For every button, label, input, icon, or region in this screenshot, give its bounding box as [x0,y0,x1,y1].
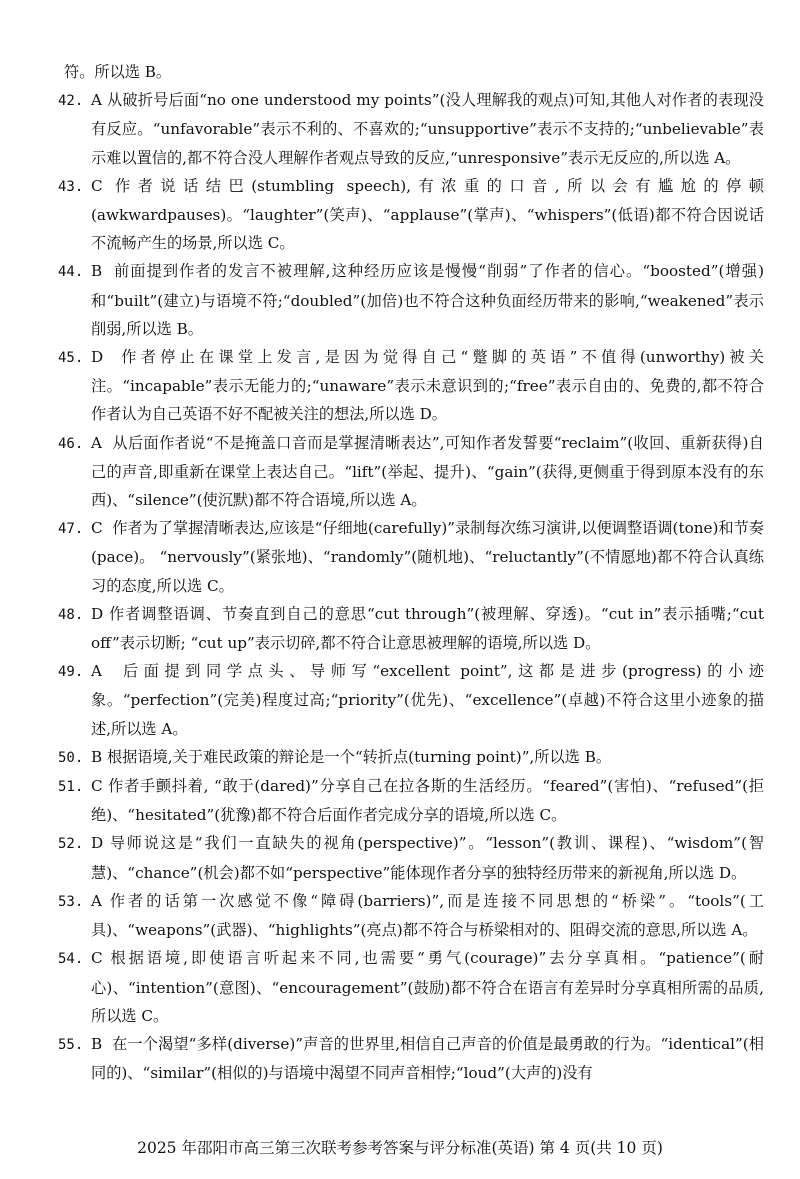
question-number: 55. [58,1036,84,1053]
answer-item [58,829,764,886]
page-footer: 2025 年邵阳市高三第三次联考参考答案与评分标准(英语) 第 4 页(共 10 页) [137,1139,663,1157]
answer-list [58,86,769,1087]
answer-item [58,600,769,657]
question-number: 50. [58,749,84,766]
answer-item [58,86,764,172]
question-number: 44. [58,264,84,281]
question-number: 47. [58,521,84,538]
question-number: 45. [58,350,84,367]
question-number: 42. [58,93,84,110]
answer-item [58,772,764,829]
answer-explanations [58,58,769,1087]
explanation-text: A 从后面作者说“不是掩盖口音而是掌握清晰表达”,可知作者发誓要“reclaim”(收回、重新获得)自己的声音,即重新在课堂上表达自己。“lift”(举起、提升)、“gain”(获得,更侧重于得到原本没有的东西)、“silence”(使沉默)都不符合语境,所以选 A。 [91,433,764,510]
explanation-text: A 从破折号后面“no one understood my points”(没人理解我的观点)可知,其他人对作者的表现没有反应。“unfavorable”表示不利的、不喜欢的;“unsupportive”表示不支持的;“unbelievable”表示难以置信的,都不符合没人理解作者观点导致的反应,“unresponsive”表示无反应的,所以选 A。 [91,91,764,167]
question-number: 53. [58,893,84,910]
answer-item [58,429,764,515]
answer-item [58,257,764,343]
answer-item [58,172,764,258]
explanation-text: C 作者为了掌握清晰表达,应该是“仔细地(carefully)”录制每次练习演讲,以便调整语调(tone)和节奏(pace)。 “nervously”(紧张地)、“randomly”(随机地)、“reluctantly”(不情愿地)都不符合认真练习的态度,所以选 C。 [91,519,764,595]
answer-item [58,887,764,944]
answer-item [58,343,764,429]
question-number: 46. [58,435,84,452]
explanation-text: B 根据语境,关于难民政策的辩论是一个“转折点(turning point)”,所以选 B。 [91,747,612,766]
explanation-text: C 作者手颤抖着, “敢于(dared)”分享自己在拉各斯的生活经历。“feared”(害怕)、“refused”(拒绝)、“hesitated”(犹豫)都不符合后面作者完成分享的语境,所以选 C。 [91,777,764,825]
explanation-text: A 后面提到同学点头、导师写“excellent point”,这都是进步(progress)的小迹象。“perfection”(完美)程度过高;“priority”(优先)、“excellence”(卓越)不符合这里小迹象的描述,所以选 A。 [91,662,764,738]
answer-item [58,944,764,1030]
question-number: 43. [58,178,84,195]
question-number: 52. [58,836,84,853]
explanation-text: D 作者调整语调、节奏直到自己的意思“cut through”(被理解、穿透)。“cut in”表示插嘴;“cut off”表示切断; “cut up”表示切碎,都不符合让意思被理解的语境,所以选 D。 [91,604,769,653]
explanation-text: B 在一个渴望“多样(diverse)”声音的世界里,相信自己声音的价值是最勇敢的行为。“identical”(相同的)、“similar”(相似的)与语境中渴望不同声音相悖;“loud”(大声的)没有 [91,1034,764,1083]
question-number: 51. [58,779,84,796]
question-number: 54. [58,951,84,968]
question-number: 49. [58,664,84,681]
continued-text: 符。所以选 B。 [64,63,172,81]
explanation-text: D 导师说这是“我们一直缺失的视角(perspective)”。“lesson”(教训、课程)、“wisdom”(智慧)、“chance”(机会)都不如“perspective”能体现作者分享的独特经历带来的新视角,所以选 D。 [91,834,764,882]
explanation-text: B 前面提到作者的发言不被理解,这种经历应该是慢慢“削弱”了作者的信心。“boosted”(增强)和“built”(建立)与语境不符;“doubled”(加倍)也不符合这种负面经历带来的影响,“weakened”表示削弱,所以选 B。 [91,262,764,338]
explanation-text: C 根据语境,即使语言听起来不同,也需要“勇气(courage)”去分享真相。“patience”(耐心)、“intention”(意图)、“encouragement”(鼓励)都不符合在语言有差异时分享真相所需的品质,所以选 C。 [91,949,764,1025]
explanation-text: A 作者的话第一次感觉不像“障碍(barriers)”,而是连接不同思想的“桥梁”。“tools”(工具)、“weapons”(武器)、“highlights”(亮点)都不符合与桥梁相对的、阻碍交流的意思,所以选 A。 [91,891,764,940]
explanation-text: C 作者说话结巴(stumbling speech),有浓重的口音,所以会有尴尬的停顿(awkwardpauses)。“laughter”(笑声)、“applause”(掌声)、“whispers”(低语)都不符合因说话不流畅产生的场景,所以选 C。 [91,176,764,253]
question-number: 48. [58,606,84,623]
answer-item [58,1030,764,1087]
explanation-text: D 作者停止在课堂上发言,是因为觉得自己“蹩脚的英语”不值得(unworthy)被关注。“incapable”表示无能力的;“unaware”表示未意识到的;“free”表示自由的、免费的,都不符合作者认为自己英语不好不配被关注的想法,所以选 D。 [91,348,764,424]
answer-item [58,657,764,743]
answer-item [58,514,764,600]
answer-item [58,743,764,772]
